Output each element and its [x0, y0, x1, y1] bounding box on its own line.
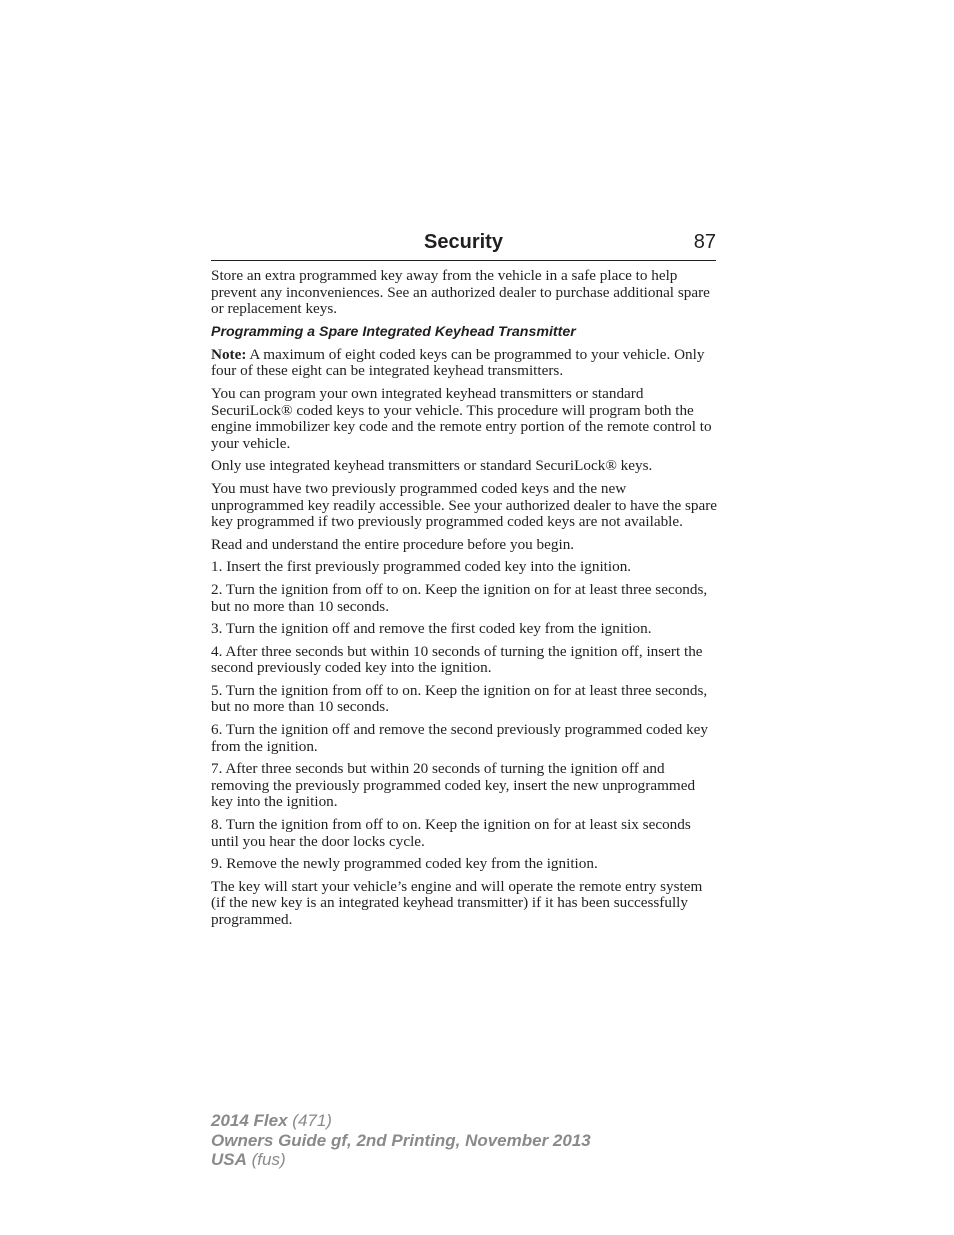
- intro-paragraph: Store an extra programmed key away from the vehicle in a safe place to help prevent any inconveniences. See an authorized dealer to purchase additional spare or replacement keys.: [211, 267, 710, 318]
- section-title: Security: [424, 231, 503, 253]
- note-text: A maximum of eight coded keys can be programmed to your vehicle. Only four of these eight can be integrated keyhead transmitters.: [211, 345, 705, 380]
- page-number: 87: [693, 231, 716, 253]
- footer-model: 2014 Flex: [211, 1111, 288, 1130]
- document-footer: [211, 1111, 591, 1170]
- closing-paragraph: The key will start your vehicle’s engine and will operate the remote entry system (if the new key is an integrated keyhead transmitter) if it has been successfully programmed.: [211, 877, 703, 928]
- body-paragraph: Only use integrated keyhead transmitters or standard SecuriLock® keys.: [211, 457, 653, 475]
- footer-model-code: (471): [287, 1111, 332, 1130]
- procedure-step: 1. Insert the first previously programmed coded key into the ignition.: [211, 558, 632, 576]
- footer-market: USA: [211, 1150, 247, 1169]
- footer-line-edition: Owners Guide gf, 2nd Printing, November 2013: [211, 1130, 591, 1150]
- footer-line-market: [211, 1150, 591, 1170]
- procedure-step: 5. Turn the ignition from off to on. Keep the ignition on for at least three seconds, but no more than 10 seconds.: [211, 681, 708, 716]
- procedure-step: 7. After three seconds but within 20 seconds of turning the ignition off and removing the previously programmed coded key, insert the new unprogrammed key into the ignition.: [211, 760, 696, 811]
- body-paragraph: You must have two previously programmed coded keys and the new unprogrammed key readily accessible. See your authorized dealer to have the spare key programmed if two previously programmed coded keys are not available.: [211, 479, 718, 531]
- page-body: [211, 268, 719, 935]
- procedure-step: 4. After three seconds but within 10 seconds of turning the ignition off, insert the second previously coded key into the ignition.: [211, 642, 703, 677]
- page-header: [211, 228, 716, 261]
- procedure-step: 9. Remove the newly programmed coded key from the ignition.: [211, 855, 598, 873]
- procedure-step: 3. Turn the ignition off and remove the first coded key from the ignition.: [211, 620, 652, 638]
- body-paragraph: Read and understand the entire procedure before you begin.: [211, 535, 575, 553]
- procedure-step: 8. Turn the ignition from off to on. Keep the ignition on for at least six seconds until you hear the door locks cycle.: [211, 816, 691, 850]
- procedure-step: 2. Turn the ignition from off to on. Keep the ignition on for at least three seconds, but no more than 10 seconds.: [211, 580, 708, 615]
- footer-line-model: [211, 1111, 591, 1131]
- note-label: Note:: [211, 345, 247, 363]
- body-paragraph: You can program your own integrated keyhead transmitters or standard SecuriLock® coded keys to your vehicle. This procedure will program both the engine immobilizer key code and the remote entry portion of the remote control to your vehicle.: [211, 384, 712, 452]
- note-paragraph: [211, 347, 719, 380]
- subsection-heading: Programming a Spare Integrated Keyhead Transmitter: [211, 323, 576, 340]
- procedure-step: 6. Turn the ignition off and remove the second previously programmed coded key from the ignition.: [211, 721, 709, 755]
- footer-market-code: (fus): [246, 1150, 286, 1169]
